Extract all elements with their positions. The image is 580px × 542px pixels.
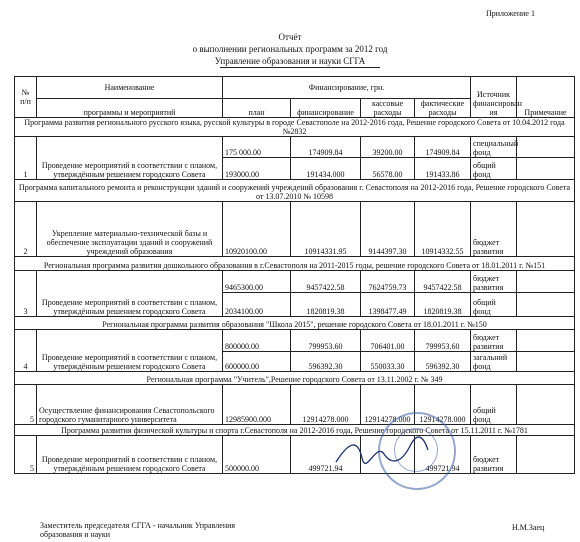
plan-header: план: [223, 99, 291, 118]
source-cell: бюджет развития: [471, 330, 517, 352]
cash-cell: 12914278.000: [361, 385, 415, 425]
fact-header: фактические расходы: [415, 99, 471, 118]
cash-cell: 1398477.49: [361, 293, 415, 317]
fin-cell: 191434.000: [291, 158, 361, 180]
table-row: [15, 202, 575, 257]
signer-title: Заместитель председателя СГГА - начальник Управления образования и науки: [40, 521, 236, 539]
plan-cell: 500000.00: [223, 436, 291, 474]
fact-cell: 499721.94: [415, 436, 471, 474]
source-cell: общий фонд: [471, 293, 517, 317]
plan-cell: 9465300.00: [223, 271, 291, 293]
source-cell: бюджет развития: [471, 202, 517, 257]
fin-cell: 9457422.58: [291, 271, 361, 293]
plan-cell: 12985900.000: [223, 385, 291, 425]
activity-cell: Проведение мероприятий в соответствии с планом, утверждённым решением городского Совета: [37, 436, 223, 474]
note-cell: [517, 436, 575, 474]
note-cell: [517, 158, 575, 180]
plan-cell: 2034100.00: [223, 293, 291, 317]
fact-cell: 1820819.38: [415, 293, 471, 317]
department-name: Управление образования и науки СГГА: [214, 56, 366, 66]
note-cell: [517, 385, 575, 425]
programs-header: программы и мероприятий: [37, 99, 223, 118]
note-header: Примечание: [517, 77, 575, 118]
source-cell: бюджет развития: [471, 436, 517, 474]
fact-cell: 10914332.55: [415, 202, 471, 257]
cash-cell: 9144397.30: [361, 202, 415, 257]
num-header: № п/п: [15, 77, 37, 118]
fact-cell: 174909.84: [415, 137, 471, 158]
note-cell: [517, 352, 575, 372]
note-cell: [517, 293, 575, 317]
report-title: Отчёт: [278, 32, 302, 42]
program-title-row: [15, 425, 575, 436]
note-cell: [517, 202, 575, 257]
note-cell: [517, 137, 575, 158]
fin-header: финансирование: [291, 99, 361, 118]
fact-cell: 9457422.58: [415, 271, 471, 293]
row-number: 5: [15, 385, 37, 425]
row-number: 4: [15, 330, 37, 372]
cash-cell: 550033.30: [361, 352, 415, 372]
row-number: 5: [15, 436, 37, 474]
financing-header: Финансирование, грн.: [223, 77, 471, 99]
table-row: [15, 330, 575, 352]
row-number: 3: [15, 271, 37, 317]
fin-cell: 12914278.000: [291, 385, 361, 425]
cash-cell: 39200.00: [361, 137, 415, 158]
cash-cell: 706401.00: [361, 330, 415, 352]
program-title-row: [15, 180, 575, 202]
cash-cell: 56578.00: [361, 158, 415, 180]
activity-cell: Проведение мероприятий в соответствии с планом, утверждённым решением городского Совета: [37, 137, 223, 180]
row-number: 1: [15, 137, 37, 180]
fact-cell: 596392.30: [415, 352, 471, 372]
program-title: Региональная программа развития дошкольного образования в г.Севастополя на 2011-2015 годы, решение городского Совета от 18.01.2011 г. №151: [15, 257, 575, 271]
note-cell: [517, 271, 575, 293]
table-row: [15, 271, 575, 293]
program-title: Региональная программа развития образования "Школа 2015", решение городского Совета от 18.01.2011 г. №150: [15, 317, 575, 330]
program-title: Программа развития физической культуры и спорта г.Севастополя на 2012-2016 года, Решение городского Совета от 15.11.2011 г. №1781: [15, 425, 575, 436]
fin-cell: 10914331.95: [291, 202, 361, 257]
header-row-1: [15, 77, 575, 99]
table-row: [15, 385, 575, 425]
plan-cell: 800000.00: [223, 330, 291, 352]
signer-name: Н.М.Заец: [512, 523, 545, 532]
program-title-row: [15, 257, 575, 271]
activity-cell: Осуществление финансирования Севастопольского городского гуманитарного университета: [37, 385, 223, 425]
fact-cell: 799953.60: [415, 330, 471, 352]
plan-cell: 10920100.00: [223, 202, 291, 257]
activity-cell: Проведение мероприятий в соответствии с планом, утверждённым решением городского Совета: [37, 330, 223, 372]
program-title: Программа капитального ремонта и реконструкции зданий и сооружений учреждений образования г. Севастополя на 2012-2016 года, Решение городского Совета от 13.07.2010 № 10598: [15, 180, 575, 202]
fact-cell: 12914278.000: [415, 385, 471, 425]
source-cell: специальный фонд: [471, 137, 517, 158]
title-underline: [220, 67, 380, 68]
fin-cell: 174909.84: [291, 137, 361, 158]
program-title-row: [15, 317, 575, 330]
plan-cell: 193000.00: [223, 158, 291, 180]
cash-cell: 7624759.73: [361, 271, 415, 293]
fin-cell: 1820819.38: [291, 293, 361, 317]
program-title-row: [15, 372, 575, 385]
source-cell: общий фонд: [471, 158, 517, 180]
fin-cell: 499721.94: [291, 436, 361, 474]
report-table: [14, 76, 575, 474]
report-subtitle: о выполнении региональных программ за 2012 год: [192, 44, 388, 54]
plan-cell: 600000.00: [223, 352, 291, 372]
source-cell: общий фонд: [471, 385, 517, 425]
name-header: Наименование: [37, 77, 223, 99]
activity-cell: Проведение мероприятий в соответствии с планом, утверждённым решением городского Совета: [37, 271, 223, 317]
row-number: 2: [15, 202, 37, 257]
table-row: [15, 436, 575, 474]
cash-header: кассовые расходы: [361, 99, 415, 118]
activity-cell: Укрепление материально-технической базы и обеспечение эксплуатации зданий и сооружений учреждений образования: [37, 202, 223, 257]
program-title: Региональная программа "Учитель",Решение городского Совета от 13.11.2002 г. № 349: [15, 372, 575, 385]
fact-cell: 191433.86: [415, 158, 471, 180]
source-cell: загальний фонд: [471, 352, 517, 372]
source-cell: бюджет развития: [471, 271, 517, 293]
program-title: Программа развития регионального русского языка, русской культуры в городе Севастополе на 2012-2016 года, Решение городского Совета от 10.04.2012 года №2832: [15, 118, 575, 137]
appendix-label: Приложение 1: [486, 9, 535, 18]
source-header: Источник финансирован ия: [471, 77, 517, 118]
signature: [332, 432, 432, 472]
fin-cell: 596392.30: [291, 352, 361, 372]
note-cell: [517, 330, 575, 352]
table-row: [15, 137, 575, 158]
fin-cell: 799953.60: [291, 330, 361, 352]
plan-cell: 175 000.00: [223, 137, 291, 158]
program-title-row: [15, 118, 575, 137]
